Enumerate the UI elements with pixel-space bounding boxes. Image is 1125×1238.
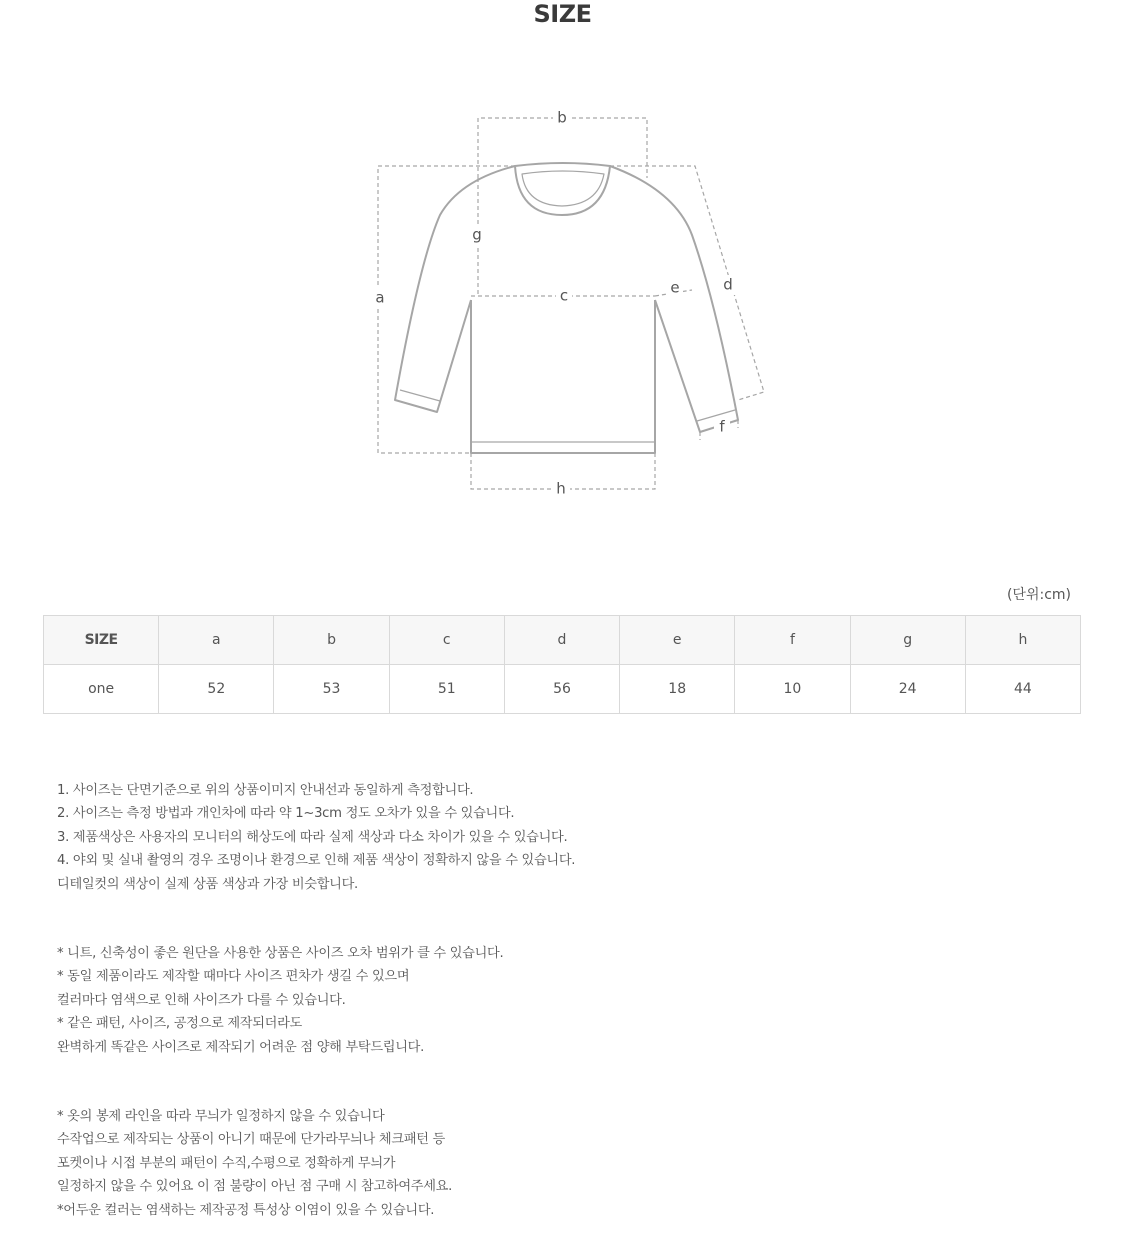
label-h: h: [556, 479, 566, 498]
note-line: 완벽하게 똑같은 사이즈로 제작되기 어려운 점 양해 부탁드립니다.: [57, 1039, 424, 1055]
size-table: [43, 615, 1081, 714]
table-cell: 53: [274, 665, 389, 714]
guide-d: [610, 166, 764, 400]
table-cell: 24: [850, 665, 965, 714]
collar-inner: [522, 171, 604, 206]
note-line: * 니트, 신축성이 좋은 원단을 사용한 상품은 사이즈 오차 범위가 클 수 있습니다.: [57, 946, 504, 961]
note-line: 일정하지 않을 수 있어요 이 점 불량이 아닌 점 구매 시 참고하여주세요.: [57, 1179, 452, 1195]
header-cell: g: [850, 616, 965, 665]
header-cell: c: [389, 616, 504, 665]
table-cell: 52: [159, 665, 274, 714]
header-cell: d: [504, 616, 619, 665]
sweater-body-outline: [471, 300, 655, 453]
note-line: * 동일 제품이라도 제작할 때마다 사이즈 편차가 생길 수 있으며: [57, 969, 410, 985]
header-cell: b: [274, 616, 389, 665]
right-sleeve-outline: [610, 166, 738, 432]
table-row: [44, 665, 1081, 714]
table-header-row: [44, 616, 1081, 665]
notes-group-1: [57, 779, 757, 896]
table-cell: 56: [504, 665, 619, 714]
header-cell: h: [965, 616, 1080, 665]
notes-group-2: [57, 942, 757, 1059]
note-line: * 같은 패턴, 사이즈, 공정으로 제작되더라도: [57, 1016, 303, 1032]
guide-a: [378, 166, 515, 453]
label-c: c: [559, 286, 569, 305]
header-cell: SIZE: [44, 616, 159, 665]
label-e: e: [670, 278, 680, 297]
left-cuff: [400, 390, 440, 401]
notes-group-3: [57, 1105, 757, 1222]
label-b: b: [557, 108, 567, 127]
note-line: 2. 사이즈는 측정 방법과 개인차에 따라 약 1~3cm 정도 오차가 있을 수 있습니다.: [57, 806, 515, 822]
label-g: g: [472, 225, 482, 244]
table-cell: 44: [965, 665, 1080, 714]
label-f: f: [719, 417, 725, 436]
note-line: 포켓이나 시접 부분의 패턴이 수직,수평으로 정확하게 무늬가: [57, 1155, 396, 1171]
sweater-illustration: [395, 163, 738, 453]
note-line: 수작업으로 제작되는 상품이 아니기 때문에 단가라무늬나 체크패턴 등: [57, 1132, 445, 1148]
note-line: 컬러마다 염색으로 인해 사이즈가 다를 수 있습니다.: [57, 992, 346, 1008]
note-line: 1. 사이즈는 단면기준으로 위의 상품이미지 안내선과 동일하게 측정합니다.: [57, 783, 474, 798]
page-title: SIZE: [533, 0, 592, 28]
note-line: 3. 제품색상은 사용자의 모니터의 해상도에 따라 실제 색상과 다소 차이가 있을 수 있습니다.: [57, 829, 568, 845]
note-line: *어두운 컬러는 염색하는 제작공정 특성상 이염이 있을 수 있습니다.: [57, 1202, 435, 1218]
table-cell: 18: [620, 665, 735, 714]
left-sleeve-outline: [395, 166, 515, 412]
header-cell: f: [735, 616, 850, 665]
size-diagram: [0, 0, 1125, 520]
header-cell: e: [620, 616, 735, 665]
table-cell: 10: [735, 665, 850, 714]
label-d: d: [723, 275, 733, 294]
note-line: 디테일컷의 색상이 실제 상품 색상과 가장 비슷합니다.: [57, 876, 358, 892]
label-a: a: [375, 288, 385, 307]
measurement-labels: [371, 108, 737, 499]
note-line: * 옷의 봉제 라인을 따라 무늬가 일정하지 않을 수 있습니다: [57, 1109, 385, 1124]
table-cell: 51: [389, 665, 504, 714]
table-cell: one: [44, 665, 159, 714]
header-cell: a: [159, 616, 274, 665]
note-line: 4. 야외 및 실내 촬영의 경우 조명이나 환경으로 인해 제품 색상이 정확하지 않을 수 있습니다.: [57, 853, 576, 869]
unit-label: (단위:cm): [1006, 587, 1071, 603]
